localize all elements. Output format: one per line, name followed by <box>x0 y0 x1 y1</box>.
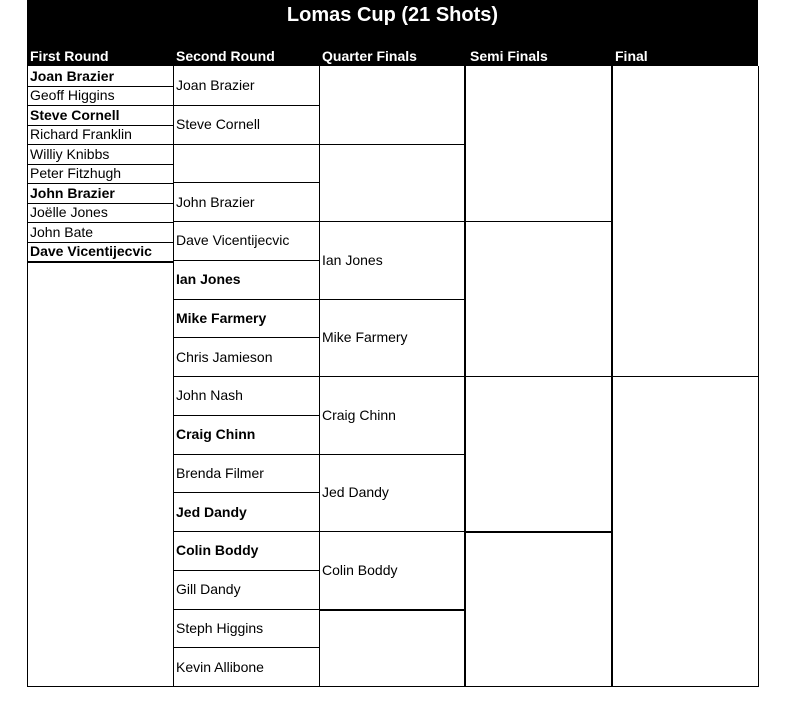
first-round-entry: Dave Vicentijecvic <box>30 243 152 259</box>
first-round-entry: Williy Knibbs <box>30 145 110 162</box>
quarter-final-divider <box>319 221 465 222</box>
first-round-entry: Geoff Higgins <box>30 87 115 103</box>
quarter-final-entry: Jed Dandy <box>322 484 389 501</box>
semi-final-divider <box>465 376 612 377</box>
column-header-semi-finals: Semi Finals <box>470 48 548 64</box>
second-round-entry: Ian Jones <box>176 271 241 288</box>
second-round-divider <box>173 647 319 648</box>
quarter-final-divider <box>319 531 465 532</box>
second-round-entry: John Brazier <box>176 193 255 210</box>
first-round-entry: John Bate <box>30 223 94 240</box>
final-divider <box>612 376 758 377</box>
column-divider <box>758 66 759 687</box>
column-header-final: Final <box>615 48 648 64</box>
first-round-entry: Joëlle Jones <box>30 204 108 220</box>
second-round-entry: Mike Farmery <box>176 309 267 326</box>
second-round-divider <box>173 221 319 222</box>
second-round-divider <box>173 570 319 571</box>
second-round-entry: Chris Jamieson <box>176 348 273 365</box>
first-round-divider <box>27 261 173 263</box>
bracket-sheet <box>27 0 758 687</box>
second-round-divider <box>173 376 319 377</box>
quarter-final-divider <box>319 454 465 455</box>
second-round-entry: Steve Cornell <box>176 116 261 133</box>
header-bar <box>27 0 758 66</box>
quarter-final-entry: Ian Jones <box>322 251 383 268</box>
quarter-final-entry: Colin Boddy <box>322 561 398 578</box>
second-round-divider <box>173 182 319 183</box>
page-title: Lomas Cup (21 Shots) <box>286 4 499 26</box>
second-round-entry: Gill Dandy <box>176 581 241 598</box>
second-round-entry: Jed Dandy <box>176 503 247 520</box>
second-round-entry: Joan Brazier <box>176 77 255 94</box>
second-round-divider <box>173 144 319 145</box>
second-round-divider <box>173 105 319 106</box>
second-round-entry: Colin Boddy <box>176 542 259 559</box>
second-round-divider <box>173 492 319 493</box>
semi-final-divider <box>465 221 612 222</box>
first-round-entry: Joan Brazier <box>30 67 115 84</box>
first-round-entry: Peter Fitzhugh <box>30 165 122 181</box>
first-round-entry: John Brazier <box>30 184 115 201</box>
second-round-entry: Brenda Filmer <box>176 464 264 481</box>
second-round-divider <box>173 415 319 416</box>
column-header-quarter-finals: Quarter Finals <box>322 48 417 64</box>
quarter-final-entry: Mike Farmery <box>322 329 408 346</box>
quarter-final-divider <box>319 144 465 145</box>
second-round-divider <box>173 609 319 610</box>
second-round-entry: John Nash <box>176 387 243 404</box>
column-header-second-round: Second Round <box>176 48 275 64</box>
second-round-divider <box>173 260 319 261</box>
column-header-first-round: First Round <box>30 48 109 64</box>
second-round-divider <box>173 337 319 338</box>
second-round-entry: Craig Chinn <box>176 426 256 443</box>
left-border <box>27 66 28 687</box>
quarter-final-entry: Craig Chinn <box>322 406 396 423</box>
second-round-divider <box>173 531 319 532</box>
quarter-final-divider <box>319 299 465 300</box>
quarter-final-divider <box>319 376 465 377</box>
second-round-divider <box>173 299 319 300</box>
second-round-divider <box>173 454 319 455</box>
second-round-entry: Kevin Allibone <box>176 658 264 675</box>
first-round-entry: Steve Cornell <box>30 106 120 123</box>
quarter-final-divider <box>319 609 465 611</box>
semi-final-divider <box>465 531 612 533</box>
first-round-entry: Richard Franklin <box>30 126 132 142</box>
second-round-entry: Steph Higgins <box>176 619 264 636</box>
second-round-entry: Dave Vicentijecvic <box>176 232 290 249</box>
bottom-border <box>27 686 759 687</box>
